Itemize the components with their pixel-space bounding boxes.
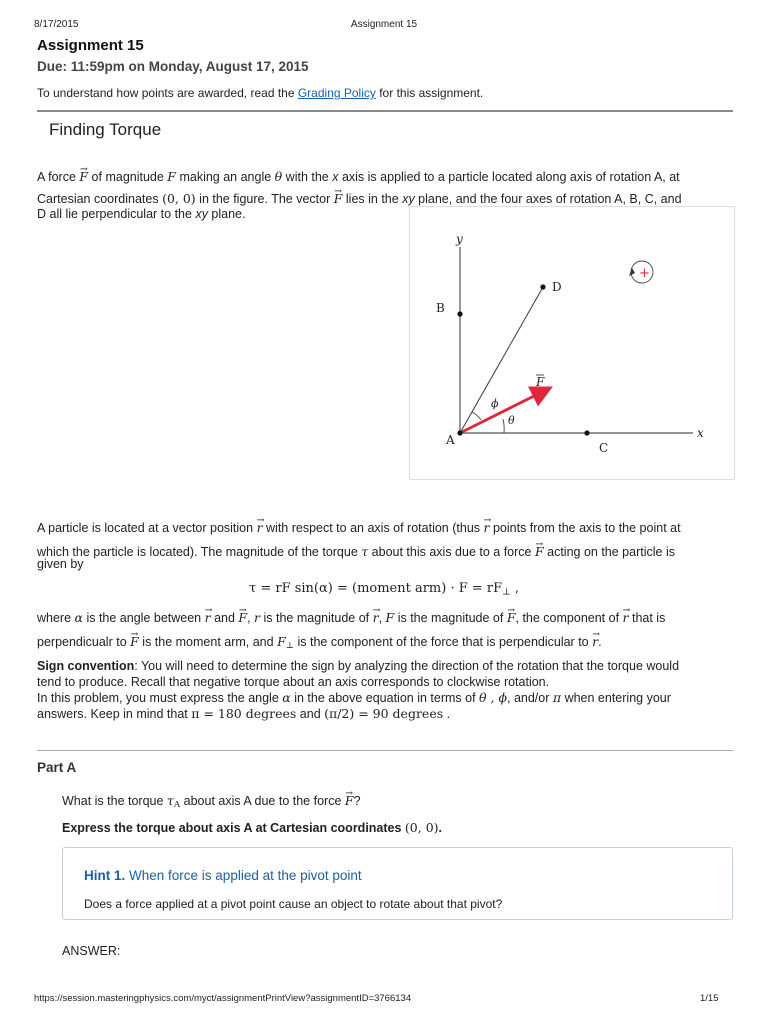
theta-arc — [503, 419, 504, 433]
part-a-question: What is the torque $\tau_A$ about axis A due to the force → F? — [62, 792, 361, 814]
label-a: A — [446, 433, 455, 447]
y-axis-label: y — [456, 232, 463, 246]
label-b: B — [436, 301, 445, 315]
label-theta: θ — [508, 414, 515, 427]
point-c — [584, 430, 589, 435]
label-phi: ϕ — [491, 397, 499, 410]
point-d — [540, 284, 545, 289]
phi-arc — [472, 412, 481, 420]
symbols-explanation: where α is the angle between → r and → F, r is the magnitude of → r, F is the magnitude of → F, the component of → r that is perpendicualr to → F is the moment arm, and $F_\perp$ is the component of the force that is perpendicular to → r. — [37, 606, 737, 658]
rotation-arrowhead — [629, 268, 635, 276]
footer-page: 1/15 — [700, 993, 719, 1004]
section-divider — [37, 110, 733, 112]
grading-policy-link[interactable]: Grading Policy — [297, 86, 376, 100]
torque-figure — [409, 206, 735, 480]
intro-paragraph-end: D all lie perpendicular to the xy plane. — [37, 207, 246, 221]
part-divider — [37, 750, 733, 751]
torque-definition-end: given by — [37, 557, 84, 571]
torque-equation: τ = rF sin(α) = (moment $arm) \cdot F = rF_\perp$ , — [249, 581, 519, 598]
label-d: D — [552, 280, 562, 294]
part-a-instruction: Express the torque about axis A at Cartesian coordinates (0, 0). — [62, 820, 443, 835]
assignment-due: Due: 11:59pm on Monday, August 17, 2015 — [37, 59, 309, 74]
intro-paragraph: A force → F of magnitude F making an angle θ with the x axis is applied to a particle located along axis of rotation A, at Cartesian coordinates (0, 0) in the figure. The vector → F lies in the xy plane, and the four axes of rotation A, B, C, and — [37, 166, 737, 210]
torque-definition: A particle is located at a vector position → r with respect to an axis of rotation (thus → r points from the axis to the point at which the particle is located). The magnitude of the torque τ about this axis due to a force → F acting on the particle is — [37, 516, 737, 564]
answer-label: ANSWER: — [62, 944, 121, 958]
hint-title[interactable]: Hint 1. When force is applied at the pivot point — [84, 868, 362, 883]
hint-box[interactable] — [62, 847, 733, 920]
grading-note: To understand how points are awarded, read the Grading Policy for this assignment. — [37, 86, 484, 100]
rotation-plus-sign: + — [639, 266, 650, 281]
print-date: 8/17/2015 — [34, 19, 79, 30]
label-force: F — [536, 375, 545, 389]
assignment-title: Assignment 15 — [37, 37, 144, 54]
hint-body: Does a force applied at a pivot point cause an object to rotate about that pivot? — [84, 897, 503, 911]
sign-convention: Sign convention: You will need to determine the sign by analyzing the direction of the rotation that the torque would tend to produce. Recall that negative torque about an axis corresponds to clockwise rotation. In this problem, you must express the angle α in the above equation in terms of θ , ϕ, and/or π when entering your answers. Keep in mind that π = 180 degrees and (π/2) = 90 degrees . — [37, 659, 680, 721]
print-title: Assignment 15 — [350, 19, 418, 30]
point-b — [457, 311, 462, 316]
label-c: C — [599, 441, 609, 455]
point-a — [457, 430, 462, 435]
x-axis-label: x — [697, 426, 704, 440]
problem-title: Finding Torque — [49, 120, 162, 139]
footer-url: https://session.masteringphysics.com/myct/assignmentPrintView?assignmentID=3766134 — [34, 993, 412, 1004]
part-a-title: Part A — [37, 760, 77, 775]
axes-diagram — [410, 207, 734, 479]
